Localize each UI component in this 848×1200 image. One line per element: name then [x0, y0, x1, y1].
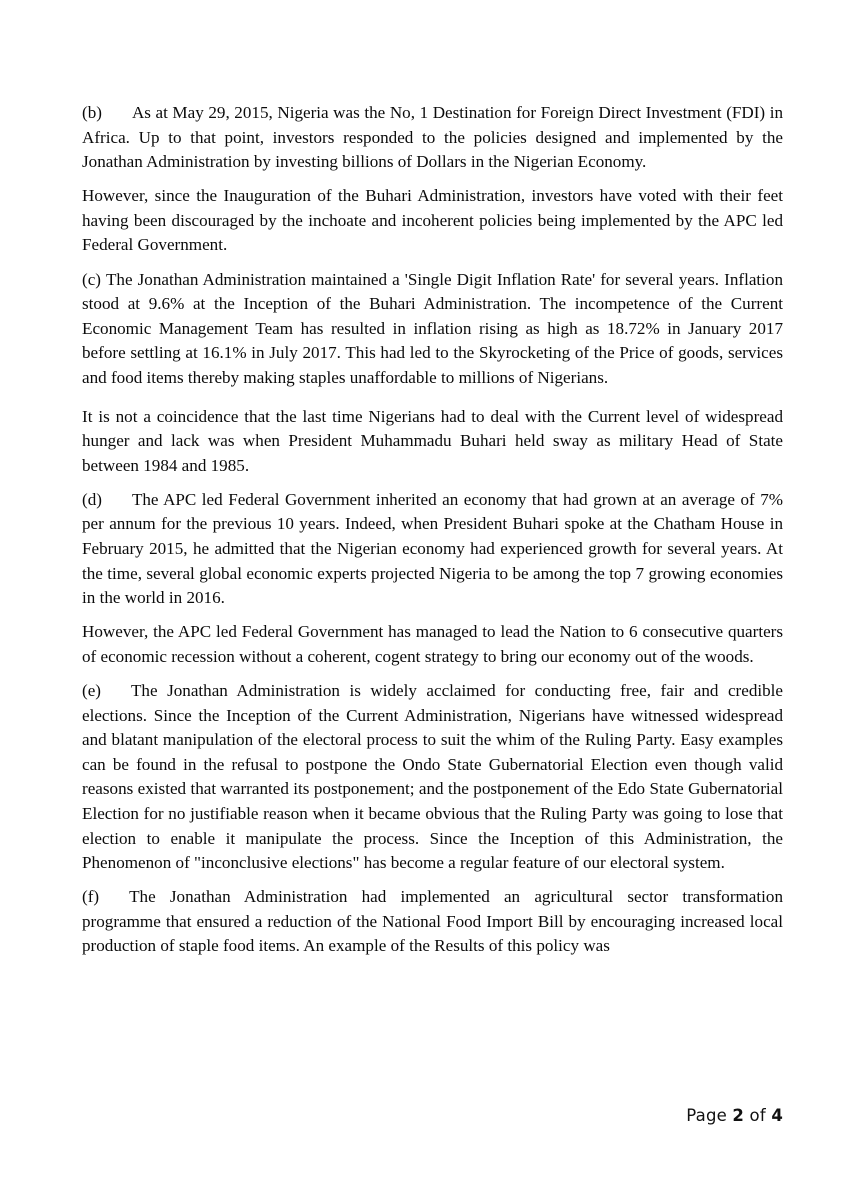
- footer-page-prefix: Page: [686, 1106, 733, 1125]
- paragraph-label-c: (c): [82, 269, 101, 289]
- paragraph-text-investors-voted: However, since the Inauguration of the Buhari Administration, investors have voted with their feet having been discouraged by the inchoate and incoherent policies being implemented by the APC led Federal Government.: [82, 186, 783, 255]
- paragraph-text-coincidence: It is not a coincidence that the last time Nigerians had to deal with the Current level of widespread hunger and lack was when President Muhammadu Buhari held sway as military Head of State between 1984 and 1985.: [82, 406, 783, 475]
- paragraph-text-f: The Jonathan Administration had implemented an agricultural sector transformation programme that ensured a reduction of the National Food Import Bill by encouraging increased local production of staple food items. An example of the Results of this policy was: [82, 887, 783, 956]
- paragraph-label-d: (d): [82, 489, 102, 509]
- paragraph-text-recession: However, the APC led Federal Government has managed to lead the Nation to 6 consecutive quarters of economic recession without a coherent, cogent strategy to bring our economy out of the woods.: [82, 622, 783, 666]
- paragraph-coincidence: [82, 405, 783, 479]
- paragraph-f: [82, 885, 783, 959]
- paragraph-b: [82, 101, 783, 175]
- paragraph-text-e: The Jonathan Administration is widely acclaimed for conducting free, fair and credible elections. Since the Inception of the Current Administration, Nigerians have witnessed widespread and blatant manipulation of the electoral process to suit the whim of the Ruling Party. Easy examples can be found in the refusal to postpone the Ondo State Gubernatorial Election even though valid reasons existed that warranted its postponement; and the postponement of the Edo State Gubernatorial Election for no justifiable reason when it became obvious that the Ruling Party was going to lose that election to enable it manipulate the process. Since the Inception of this Administration, the Phenomenon of "inconclusive elections" has become a regular feature of our electoral system.: [82, 680, 783, 873]
- paragraph-e: [82, 679, 783, 876]
- footer-separator: of: [744, 1106, 772, 1125]
- footer-total-pages: 4: [771, 1106, 783, 1125]
- paragraph-text-d: The APC led Federal Government inherited an economy that had grown at an average of 7% per annum for the previous 10 years. Indeed, when President Buhari spoke at the Chatham House in February 2015, he admitted that the Nigerian economy had experienced growth for several years. At the time, several global economic experts projected Nigeria to be among the top 7 growing economies in the world in 2016.: [82, 489, 783, 608]
- paragraph-text-b: As at May 29, 2015, Nigeria was the No, 1 Destination for Foreign Direct Investment (FDI) in Africa. Up to that point, investors responded to the policies designed and implemented by the Jonathan Administration by investing billions of Dollars in the Nigerian Economy.: [82, 103, 783, 172]
- paragraph-label-f: (f): [82, 887, 100, 907]
- paragraph-text-c: The Jonathan Administration maintained a 'Single Digit Inflation Rate' for several years. Inflation stood at 9.6% at the Inception of the Buhari Administration. The incompetence of the Current Economic Management Team has resulted in inflation rising as high as 18.72% in January 2017 before settling at 16.1% in July 2017. This had led to the Skyrocketing of the Price of goods, services and food items thereby making staples unaffordable to millions of Nigerians.: [82, 269, 783, 387]
- paragraph-c: [82, 268, 783, 391]
- page-footer: [82, 1105, 783, 1127]
- paragraph-investors-voted: [82, 184, 783, 258]
- paragraph-label-b: (b): [82, 103, 102, 122]
- document-body: [82, 101, 783, 959]
- paragraph-label-e: (e): [82, 680, 101, 700]
- paragraph-recession: [82, 620, 783, 669]
- footer-current-page: 2: [732, 1106, 745, 1125]
- paragraph-d: [82, 488, 783, 611]
